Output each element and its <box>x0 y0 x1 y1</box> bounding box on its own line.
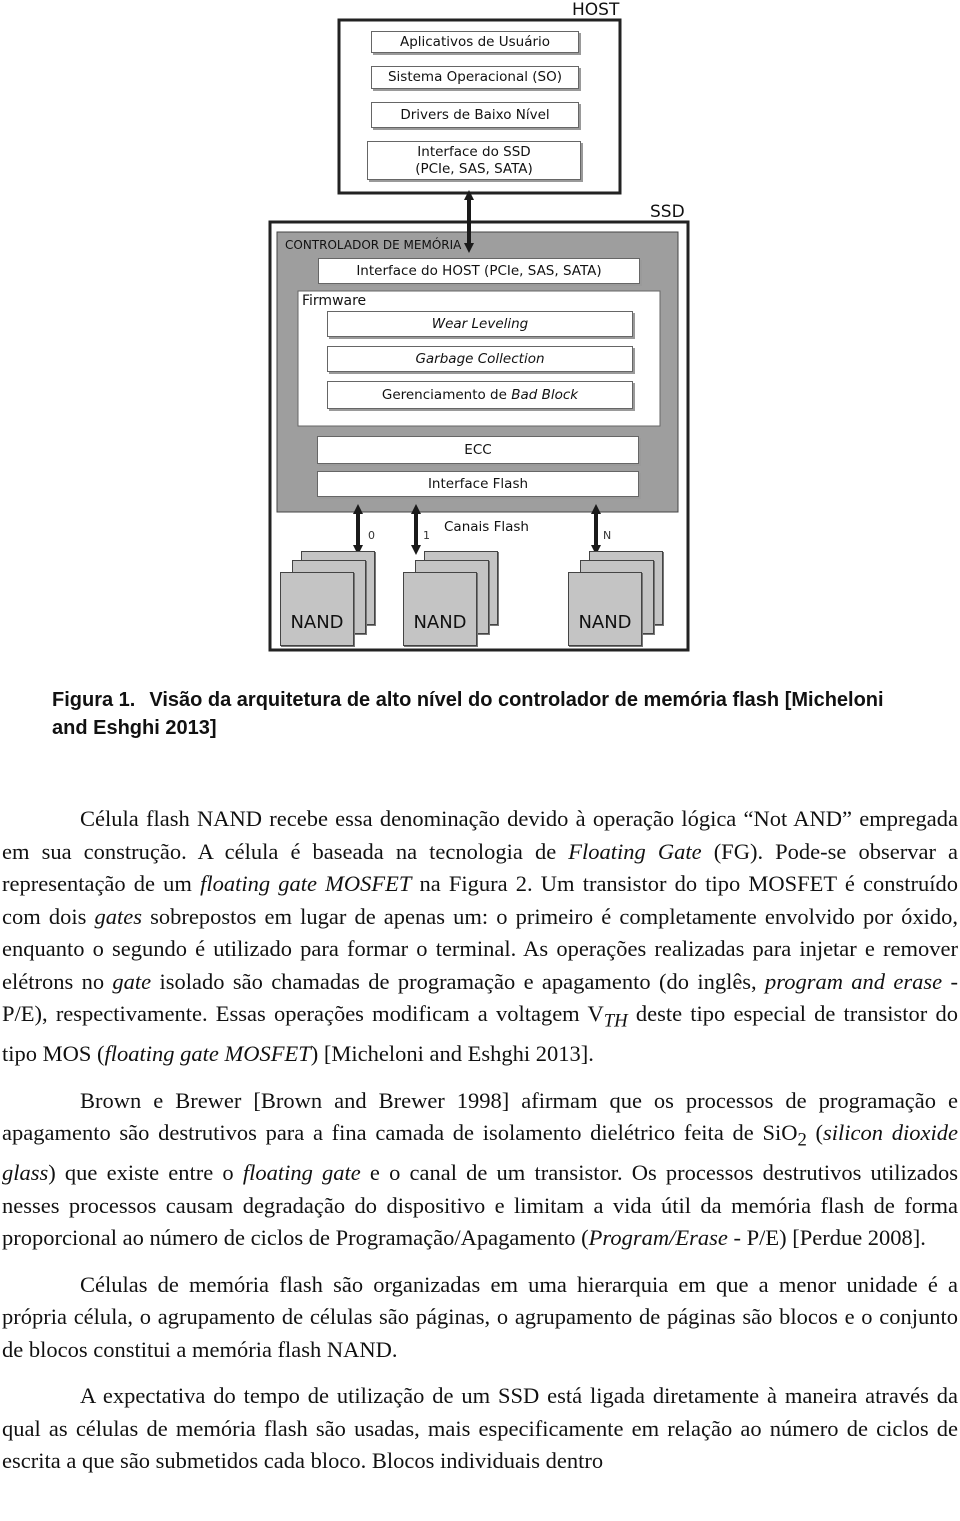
bad-block-box <box>327 381 633 409</box>
nand-chip-front <box>280 572 354 646</box>
p1-text-a: Célula flash NAND recebe essa denominação devido à operação lógica “Not AND” empregada em sua construção. A célula é baseada na tecnologia de <box>2 806 958 864</box>
bad-block-prefix: Gerenciamento de <box>381 386 512 403</box>
nand-label: NAND <box>578 612 632 633</box>
architecture-figure <box>0 0 960 670</box>
paragraph-4: A expectativa do tempo de utilização de um SSD está ligada diretamente à maneira através da qual as células de memória flash são usadas, mais especificamente em relação ao número de ciclos de escrita a que são submetidos cada bloco. Blocos individuais dentro <box>2 1383 958 1473</box>
nand-chip-front <box>568 572 642 646</box>
host-ssd-interface-line1: Interface do SSD <box>417 143 531 160</box>
bad-block-emph: Bad Block <box>511 386 579 403</box>
host-layer-drivers: Drivers de Baixo Nível <box>371 102 579 128</box>
figure-caption <box>52 686 922 742</box>
nand-chip-front <box>403 572 477 646</box>
p2-emph-c: silicon dioxide glass <box>2 1120 958 1185</box>
paragraph-2 <box>2 1085 958 1255</box>
p2-text-d: ) que existe entre o <box>48 1160 243 1185</box>
flash-interface-box: Interface Flash <box>317 471 639 497</box>
p1-text-e: na Figura 2. Um transistor do tipo MOSFET é construído com dois <box>2 871 958 929</box>
host-label: HOST <box>572 0 620 20</box>
p2-text-a: Brown e Brewer [Brown and Brewer 1998] afirmam que os processos de programação e apagamento são destrutivos para a fina camada de isolamento dielétrico feita de SiO <box>2 1087 958 1145</box>
caption-text: Visão da arquitetura de alto nível do controlador de memória flash [Micheloni and Eshghi 2013] <box>52 689 884 739</box>
p2-subscript-2: 2 <box>797 1129 807 1151</box>
p2-text-h: - P/E) [Perdue 2008]. <box>727 1225 926 1250</box>
p2-text-b: ( <box>806 1120 824 1145</box>
p1-subscript-th: TH <box>603 1010 628 1032</box>
p1-emph-f: gates <box>94 903 142 929</box>
p1-emph-h: gate <box>112 968 152 994</box>
flash-channels-label: Canais Flash <box>444 519 529 535</box>
p1-text-g: sobrepostos em lugar de apenas um: o primeiro é completamente envolvido por óxido, enquanto o segundo é utilizado para formar o terminal. As operações realizadas para injetar e remover elétrons no <box>2 903 959 994</box>
channel-number-n: N <box>603 529 612 542</box>
paragraph-1 <box>2 803 958 1071</box>
controller-label: CONTROLADOR DE MEMÓRIA <box>285 238 462 252</box>
channel-number-0: 0 <box>368 529 375 542</box>
p1-emph-b: Floating Gate <box>568 838 702 864</box>
host-ssd-interface-line2: (PCIe, SAS, SATA) <box>415 160 533 177</box>
p1-emph-j: program and erase <box>765 968 943 994</box>
caption-number: Figura 1. <box>52 689 136 711</box>
p2-emph-g: Program/Erase <box>588 1225 728 1250</box>
host-ssd-interface <box>367 141 581 180</box>
nand-label: NAND <box>413 612 467 633</box>
p2-text-f: e o canal de um transistor. Os processos destrutivos utilizados nesses processos causam degradação do dispositivo e limitam a vida útil da memória flash de forma proporcional ao número de ciclos de Programação/Apagamento ( <box>2 1160 958 1250</box>
channel-number-1: 1 <box>423 529 430 542</box>
ecc-box: ECC <box>317 436 639 464</box>
nand-label: NAND <box>290 612 344 633</box>
p1-text-c: (FG). Pode-se observar a representação de um <box>2 838 959 896</box>
body-text <box>2 803 958 1478</box>
wear-leveling-box: Wear Leveling <box>327 311 633 337</box>
garbage-collection-box: Garbage Collection <box>327 346 633 372</box>
p1-emph-d: floating gate MOSFET <box>200 871 412 896</box>
p1-text-i: isolado são chamadas de programação e apagamento (do inglês, <box>151 968 766 994</box>
host-layer-user-apps: Aplicativos de Usuário <box>371 31 579 53</box>
host-layer-os: Sistema Operacional (SO) <box>371 66 579 89</box>
p2-emph-e: floating gate <box>242 1160 361 1185</box>
p1-text-l: deste tipo especial de transistor do tipo MOS ( <box>2 1001 958 1066</box>
firmware-label: Firmware <box>302 293 367 309</box>
p1-emph-m: floating gate MOSFET <box>104 1041 311 1066</box>
ssd-label: SSD <box>650 202 685 222</box>
paragraph-3: Células de memória flash são organizadas em uma hierarquia em que a menor unidade é a própria célula, o agrupamento de células são páginas, o agrupamento de páginas são blocos e o conjunto de blocos constitui a memória flash NAND. <box>2 1271 958 1362</box>
controller-host-interface: Interface do HOST (PCIe, SAS, SATA) <box>318 258 640 284</box>
p1-text-k: - P/E), respectivamente. Essas operações modificam a voltagem V <box>2 968 958 1026</box>
p1-text-n: ) [Micheloni and Eshghi 2013]. <box>310 1041 594 1066</box>
